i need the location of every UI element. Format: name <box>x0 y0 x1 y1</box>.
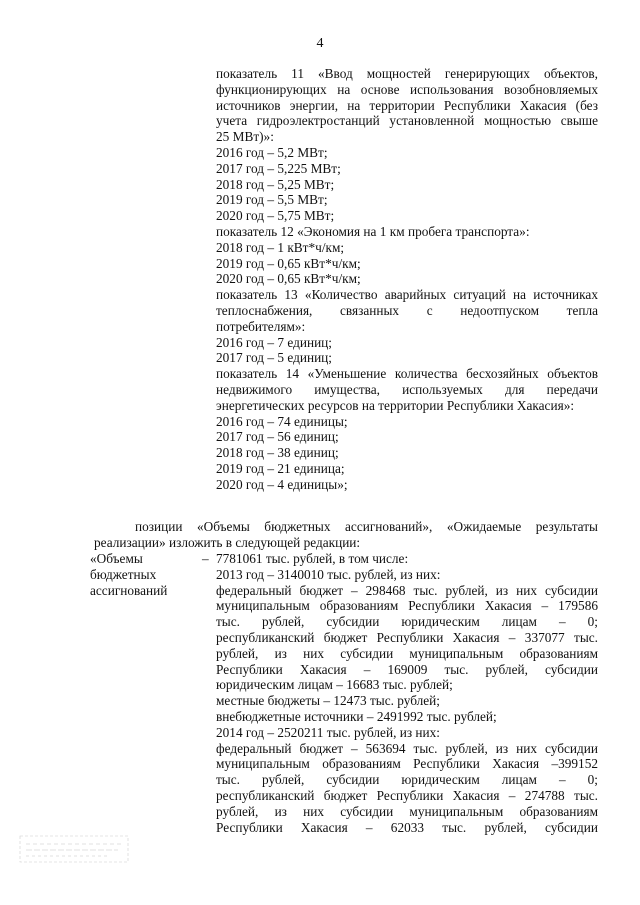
content-line: муниципальным образованиям Республики Хакасия – 179586 <box>216 598 598 614</box>
text-line: 2018 год – 1 кВт*ч/км; <box>216 239 345 255</box>
content-line: тыс. рублей, субсидии юридическим лицам – 0; <box>216 772 598 788</box>
text-line: источников энергии, на территории Республики Хакасия (без <box>216 97 598 113</box>
content-line: республиканский бюджет Республики Хакасия – 274788 тыс. <box>216 787 598 803</box>
content-line: Республики Хакасия – 62033 тыс. рублей, субсидии <box>216 819 598 835</box>
text-line: показатель 12 «Экономия на 1 км пробега транспорта»: <box>216 223 530 239</box>
text-line: энергетических ресурсов на территории Республики Хакасия»: <box>216 397 575 413</box>
text-line: 2018 год – 5,25 МВт; <box>216 176 335 192</box>
section-label <box>90 551 200 598</box>
content-line: 2013 год – 3140010 тыс. рублей, из них: <box>216 566 441 582</box>
content-line: Республики Хакасия – 169009 тыс. рублей, субсидии <box>216 661 598 677</box>
text-line: 2019 год – 0,65 кВт*ч/км; <box>216 255 361 271</box>
content-line: муниципальным образованиям Республики Хакасия –399152 <box>216 756 598 772</box>
text-line: 2017 год – 5 единиц; <box>216 350 332 366</box>
content-line: тыс. рублей, субсидии юридическим лицам – 0; <box>216 614 598 630</box>
text-line: функционирующих на основе использования возобновляемых <box>216 81 598 97</box>
text-line: недвижимого имущества, используемых для передачи <box>216 381 598 397</box>
label-line: бюджетных <box>90 566 157 582</box>
text-line: 2016 год – 7 единиц; <box>216 334 332 350</box>
text-line: потребителям»: <box>216 318 306 334</box>
page-number: 4 <box>316 36 324 51</box>
text-line: 2016 год – 74 единицы; <box>216 413 348 429</box>
lead-line: реализации» изложить в следующей редакции: <box>94 534 361 550</box>
text-line: 2020 год – 0,65 кВт*ч/км; <box>216 271 361 287</box>
content-line: внебюджетные источники – 2491992 тыс. рублей; <box>216 708 497 724</box>
content-line: рублей, из них субсидии муниципальным образованиям <box>216 803 598 819</box>
content-line: федеральный бюджет – 563694 тыс. рублей, из них субсидии <box>216 740 598 756</box>
indicator-block <box>216 66 598 493</box>
content-line: республиканский бюджет Республики Хакасия – 337077 тыс. <box>216 629 598 645</box>
text-line: 2016 год – 5,2 МВт; <box>216 144 328 160</box>
faint-stamp-mark <box>18 834 130 864</box>
text-line: 2017 год – 56 единиц; <box>216 429 339 445</box>
section-content <box>216 551 598 835</box>
text-line: 2019 год – 5,5 МВт; <box>216 192 328 208</box>
text-line: 2020 год – 5,75 МВт; <box>216 208 335 224</box>
label-line: «Объемы <box>90 551 143 566</box>
content-line: рублей, из них субсидии муниципальным образованиям <box>216 645 598 661</box>
text-line: 25 МВт)»: <box>216 129 274 145</box>
text-line: 2017 год – 5,225 МВт; <box>216 160 341 176</box>
label-line: ассигнований <box>90 582 168 598</box>
text-line: 2020 год – 4 единицы»; <box>216 476 348 492</box>
lead-paragraph <box>94 519 598 551</box>
content-line: 7781061 тыс. рублей, в том числе: <box>216 551 409 566</box>
lead-line: позиции «Объемы бюджетных ассигнований», «Ожидаемые результаты <box>135 519 598 534</box>
section-dash: – <box>202 551 209 566</box>
text-line: 2018 год – 38 единиц; <box>216 445 339 461</box>
text-line: теплоснабжения, связанных с недоотпуском тепла <box>216 302 598 318</box>
text-line: 2019 год – 21 единица; <box>216 460 345 476</box>
text-line: показатель 11 «Ввод мощностей генерирующих объектов, <box>216 66 598 81</box>
content-line: федеральный бюджет – 298468 тыс. рублей, из них субсидии <box>216 582 598 598</box>
text-line: показатель 14 «Уменьшение количества бесхозяйных объектов <box>216 366 598 382</box>
content-line: местные бюджеты – 12473 тыс. рублей; <box>216 693 440 709</box>
content-line: юридическим лицам – 16683 тыс. рублей; <box>216 677 453 693</box>
content-line: 2014 год – 2520211 тыс. рублей, из них: <box>216 724 440 740</box>
text-line: показатель 13 «Количество аварийных ситуаций на источниках <box>216 287 598 303</box>
text-line: учета гидроэлектростанций установленной мощностью свыше <box>216 113 598 129</box>
